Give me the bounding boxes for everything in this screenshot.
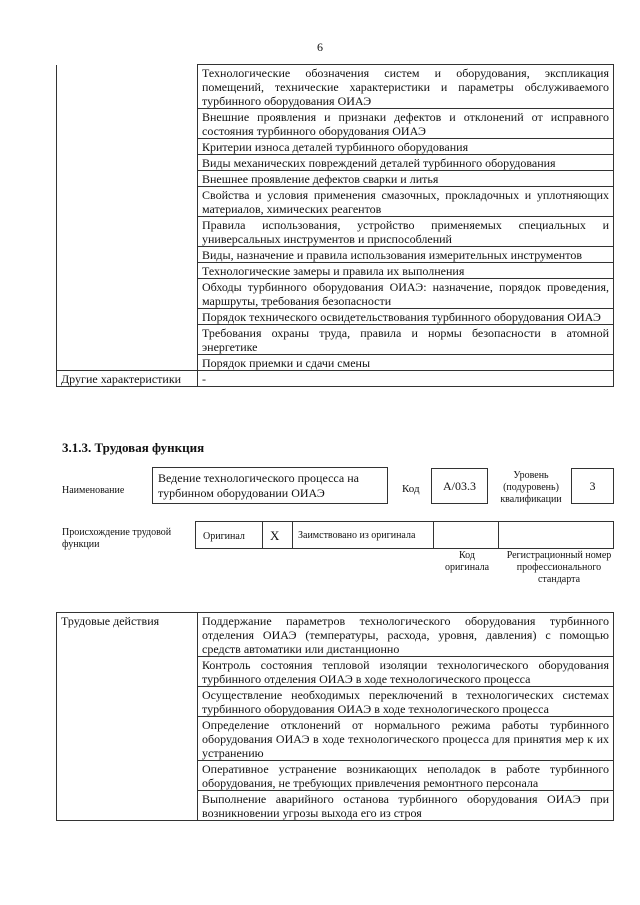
table-row: Оперативное устранение возникающих неполадок в работе турбинного оборудования, не требующих привлечения ремонтного персонала (198, 761, 614, 791)
table-row: Порядок приемки и сдачи смены (198, 355, 614, 371)
table-row: Обходы турбинного оборудования ОИАЭ: назначение, порядок проведения, маршруты, требования безопасности (198, 279, 614, 309)
table-row: Правила использования, устройство применяемых специальных и универсальных инструментов и приспособлений (198, 217, 614, 247)
table-row: Требования охраны труда, правила и нормы безопасности в атомной энергетике (198, 325, 614, 355)
labor-actions-label: Трудовые действия (57, 613, 198, 657)
table-row: Свойства и условия применения смазочных, прокладочных и уплотняющих материалов, химических реагентов (198, 187, 614, 217)
level-box: 3 (571, 468, 614, 504)
reg-number-caption: Регистрационный номер профессионального стандарта (506, 550, 612, 585)
other-characteristics-value: - (198, 371, 614, 387)
table-row: Осуществление необходимых переключений в технологических системах турбинного оборудования ОИАЭ в ходе технологического процесса (198, 687, 614, 717)
function-name-box: Ведение технологического процесса на турбинном оборудовании ОИАЭ (152, 467, 388, 504)
table-row: Технологические замеры и правила их выполнения (198, 263, 614, 279)
table-row: Внешнее проявление дефектов сварки и литья (198, 171, 614, 187)
original-mark: X (270, 528, 280, 543)
table-row: Технологические обозначения систем и оборудования, экспликация помещений, технические характеристики и параметры обслуживаемого турбинного оборудования ОИАЭ (198, 65, 614, 109)
origin-label: Происхождение трудовой функции (62, 527, 172, 550)
code-original-caption: Код оригинала (444, 550, 490, 573)
section-title: 3.1.3. Трудовая функция (62, 440, 205, 455)
table-row: Внешние проявления и признаки дефектов и отклонений от исправного состояния турбинного оборудования ОИАЭ (198, 109, 614, 139)
borrowed-label: Заимствовано из оригинала (298, 530, 416, 541)
name-label: Наименование (62, 485, 125, 496)
labor-actions-table (56, 612, 614, 821)
table-row: Поддержание параметров технологического оборудования турбинного отделения ОИАЭ (температуры, расхода, уровня, давления) с помощью средств автоматики или дистанционно (198, 613, 614, 657)
code-label: Код (402, 483, 420, 495)
page-number: 6 (317, 40, 323, 54)
table-row: Виды, назначение и правила использования измерительных инструментов (198, 247, 614, 263)
table-row: Критерии износа деталей турбинного оборудования (198, 139, 614, 155)
level-label: Уровень (подуровень) квалификации (500, 470, 562, 505)
left-cell (57, 65, 198, 109)
table-row: Виды механических повреждений деталей турбинного оборудования (198, 155, 614, 171)
table-row: Контроль состояния тепловой изоляции технологического оборудования турбинного отделения ОИАЭ в ходе технологического процесса (198, 657, 614, 687)
table-row: Порядок технического освидетельствования турбинного оборудования ОИАЭ (198, 309, 614, 325)
original-label: Оригинал (203, 531, 245, 542)
function-code-box: A/03.3 (431, 468, 488, 504)
knowledge-table (56, 64, 614, 387)
table-row: Выполнение аварийного останова турбинного оборудования ОИАЭ при возникновении угрозы выхода его из строя (198, 791, 614, 821)
table-row: Определение отклонений от нормального режима работы турбинного оборудования ОИАЭ в ходе технологического процесса для принятия мер к их устранению (198, 717, 614, 761)
other-characteristics-label: Другие характеристики (57, 371, 198, 387)
